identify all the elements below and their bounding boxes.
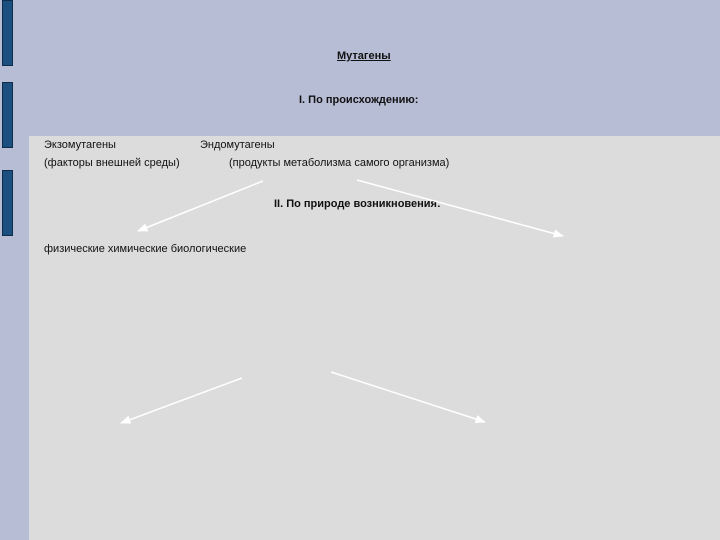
exomutagens-description: (факторы внешней среды) (44, 157, 180, 169)
endomutagens-description: (продукты метаболизма самого организма) (229, 157, 450, 169)
arrow-left-lower (121, 378, 242, 423)
slide-title: Мутагены (337, 50, 391, 62)
section-heading-origin: I. По происхождению: (299, 94, 419, 106)
mutagen-types: физические химические биологические (44, 243, 247, 255)
arrow-left-upper (138, 181, 263, 231)
exomutagens-label: Экзомутагены (44, 139, 116, 151)
endomutagens-label: Эндомутагены (200, 139, 275, 151)
arrow-right-upper (357, 180, 563, 236)
section-heading-nature: II. По природе возникновения: (274, 198, 441, 210)
arrow-right-lower (331, 372, 485, 422)
